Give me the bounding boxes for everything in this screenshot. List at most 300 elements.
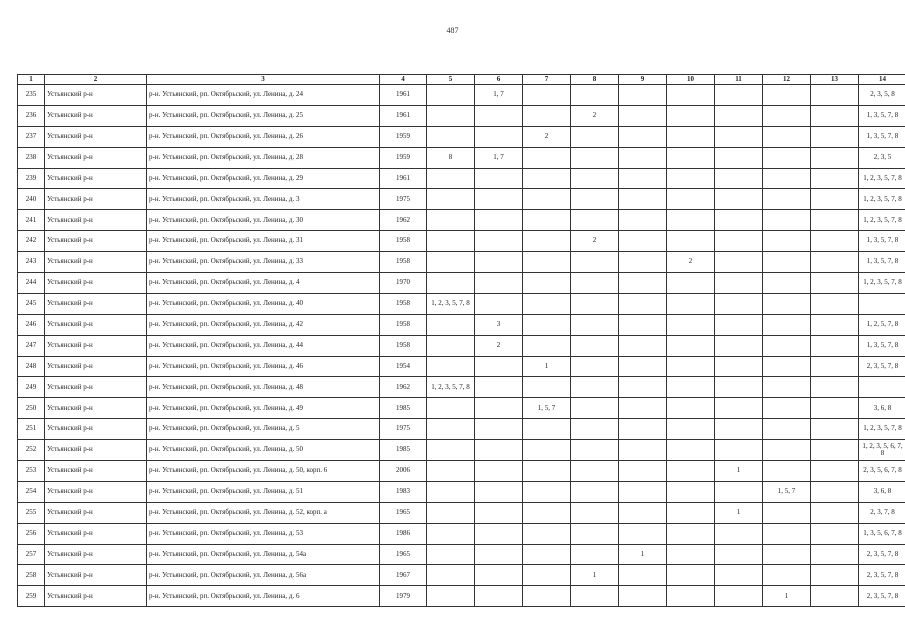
value-cell <box>811 105 859 126</box>
value-cell: 2 <box>667 252 715 273</box>
value-cell <box>571 356 619 377</box>
row-number: 235 <box>18 85 45 106</box>
year-cell: 1985 <box>380 398 427 419</box>
value-cell <box>715 189 763 210</box>
column-header: 6 <box>475 75 523 85</box>
value-cell <box>811 461 859 482</box>
district-cell: Устьянский р-н <box>45 210 147 231</box>
value-cell <box>571 523 619 544</box>
value-cell: 1 <box>571 565 619 586</box>
district-cell: Устьянский р-н <box>45 523 147 544</box>
value-cell <box>763 210 811 231</box>
value-cell: 1 <box>715 461 763 482</box>
value-cell <box>715 335 763 356</box>
value-cell <box>811 544 859 565</box>
address-cell: р-н. Устьянский, рп. Октябрьский, ул. Ленина, д. 4 <box>147 273 380 294</box>
value-cell <box>427 231 475 252</box>
value-cell <box>763 252 811 273</box>
value-cell <box>619 523 667 544</box>
value-cell: 1, 2, 3, 5, 7, 8 <box>859 273 905 294</box>
address-cell: р-н. Устьянский, рп. Октябрьский, ул. Ленина, д. 40 <box>147 293 380 314</box>
value-cell <box>859 293 905 314</box>
year-cell: 1961 <box>380 105 427 126</box>
value-cell <box>475 231 523 252</box>
value-cell <box>667 586 715 607</box>
value-cell <box>619 481 667 502</box>
value-cell <box>619 502 667 523</box>
column-header: 12 <box>763 75 811 85</box>
value-cell <box>667 544 715 565</box>
value-cell <box>715 231 763 252</box>
year-cell: 1983 <box>380 481 427 502</box>
table-row <box>18 523 905 544</box>
district-cell: Устьянский р-н <box>45 314 147 335</box>
table-row <box>18 293 905 314</box>
value-cell <box>571 85 619 106</box>
table-row <box>18 502 905 523</box>
district-cell: Устьянский р-н <box>45 335 147 356</box>
value-cell <box>811 231 859 252</box>
value-cell <box>667 273 715 294</box>
value-cell <box>811 252 859 273</box>
value-cell <box>475 126 523 147</box>
value-cell <box>619 126 667 147</box>
value-cell <box>667 523 715 544</box>
year-cell: 1970 <box>380 273 427 294</box>
district-cell: Устьянский р-н <box>45 502 147 523</box>
address-cell: р-н. Устьянский, рп. Октябрьский, ул. Ленина, д. 44 <box>147 335 380 356</box>
value-cell <box>523 586 571 607</box>
value-cell <box>619 335 667 356</box>
value-cell: 2, 3, 5, 7, 8 <box>859 565 905 586</box>
value-cell: 1 <box>619 544 667 565</box>
value-cell <box>763 147 811 168</box>
value-cell <box>571 377 619 398</box>
value-cell <box>427 481 475 502</box>
value-cell: 1 <box>523 356 571 377</box>
address-cell: р-н. Устьянский, рп. Октябрьский, ул. Ленина, д. 3 <box>147 189 380 210</box>
value-cell <box>763 126 811 147</box>
value-cell <box>475 210 523 231</box>
value-cell <box>667 293 715 314</box>
value-cell <box>859 377 905 398</box>
value-cell: 2, 3, 5, 7, 8 <box>859 586 905 607</box>
district-cell: Устьянский р-н <box>45 189 147 210</box>
value-cell <box>763 314 811 335</box>
value-cell <box>619 419 667 440</box>
table-row <box>18 565 905 586</box>
address-cell: р-н. Устьянский, рп. Октябрьский, ул. Ленина, д. 42 <box>147 314 380 335</box>
value-cell: 1, 3, 5, 7, 8 <box>859 335 905 356</box>
value-cell: 2, 3, 5, 7, 8 <box>859 544 905 565</box>
value-cell <box>523 502 571 523</box>
value-cell <box>475 586 523 607</box>
address-cell: р-н. Устьянский, рп. Октябрьский, ул. Ленина, д. 33 <box>147 252 380 273</box>
row-number: 257 <box>18 544 45 565</box>
value-cell <box>667 231 715 252</box>
value-cell: 1, 3, 5, 7, 8 <box>859 231 905 252</box>
row-number: 249 <box>18 377 45 398</box>
value-cell <box>475 356 523 377</box>
value-cell: 1 <box>715 502 763 523</box>
year-cell: 1965 <box>380 502 427 523</box>
table-row <box>18 126 905 147</box>
district-cell: Устьянский р-н <box>45 147 147 168</box>
value-cell: 1, 2, 3, 5, 7, 8 <box>427 377 475 398</box>
district-cell: Устьянский р-н <box>45 586 147 607</box>
value-cell <box>667 481 715 502</box>
value-cell <box>619 210 667 231</box>
value-cell <box>811 147 859 168</box>
address-cell: р-н. Устьянский, рп. Октябрьский, ул. Ленина, д. 50 <box>147 440 380 461</box>
year-cell: 1958 <box>380 293 427 314</box>
row-number: 241 <box>18 210 45 231</box>
table-row <box>18 356 905 377</box>
column-header: 5 <box>427 75 475 85</box>
district-cell: Устьянский р-н <box>45 273 147 294</box>
value-cell: 1, 2, 3, 5, 7, 8 <box>859 419 905 440</box>
column-header: 9 <box>619 75 667 85</box>
row-number: 245 <box>18 293 45 314</box>
value-cell <box>715 85 763 106</box>
table-row <box>18 419 905 440</box>
year-cell: 1961 <box>380 168 427 189</box>
table-row <box>18 231 905 252</box>
address-cell: р-н. Устьянский, рп. Октябрьский, ул. Ленина, д. 26 <box>147 126 380 147</box>
year-cell: 2006 <box>380 461 427 482</box>
value-cell <box>475 419 523 440</box>
year-cell: 1967 <box>380 565 427 586</box>
table-row <box>18 189 905 210</box>
year-cell: 1961 <box>380 85 427 106</box>
row-number: 239 <box>18 168 45 189</box>
value-cell <box>811 189 859 210</box>
value-cell <box>523 85 571 106</box>
value-cell <box>523 481 571 502</box>
value-cell <box>475 168 523 189</box>
value-cell <box>667 314 715 335</box>
value-cell <box>715 565 763 586</box>
year-cell: 1986 <box>380 523 427 544</box>
value-cell <box>619 314 667 335</box>
value-cell <box>523 419 571 440</box>
table-row <box>18 377 905 398</box>
column-header: 3 <box>147 75 380 85</box>
value-cell <box>571 147 619 168</box>
value-cell <box>571 502 619 523</box>
header-row <box>18 75 905 85</box>
address-cell: р-н. Устьянский, рп. Октябрьский, ул. Ленина, д. 53 <box>147 523 380 544</box>
value-cell <box>475 523 523 544</box>
value-cell <box>427 461 475 482</box>
district-cell: Устьянский р-н <box>45 565 147 586</box>
value-cell <box>619 398 667 419</box>
address-cell: р-н. Устьянский, рп. Октябрьский, ул. Ленина, д. 24 <box>147 85 380 106</box>
value-cell <box>571 314 619 335</box>
row-number: 237 <box>18 126 45 147</box>
value-cell <box>667 565 715 586</box>
value-cell: 2, 3, 5, 8 <box>859 85 905 106</box>
value-cell <box>811 565 859 586</box>
value-cell: 1, 7 <box>475 85 523 106</box>
value-cell <box>667 168 715 189</box>
value-cell <box>763 189 811 210</box>
value-cell <box>763 231 811 252</box>
value-cell <box>763 502 811 523</box>
value-cell: 3 <box>475 314 523 335</box>
value-cell: 2 <box>571 231 619 252</box>
year-cell: 1958 <box>380 252 427 273</box>
value-cell: 2 <box>523 126 571 147</box>
value-cell <box>571 544 619 565</box>
value-cell <box>571 126 619 147</box>
value-cell: 1, 2, 5, 7, 8 <box>859 314 905 335</box>
value-cell <box>619 293 667 314</box>
year-cell: 1975 <box>380 419 427 440</box>
value-cell <box>715 293 763 314</box>
value-cell <box>475 398 523 419</box>
table-row <box>18 398 905 419</box>
address-cell: р-н. Устьянский, рп. Октябрьский, ул. Ленина, д. 56а <box>147 565 380 586</box>
table-row <box>18 273 905 294</box>
value-cell: 2 <box>475 335 523 356</box>
value-cell <box>667 189 715 210</box>
value-cell <box>571 586 619 607</box>
table-row <box>18 314 905 335</box>
value-cell <box>523 461 571 482</box>
value-cell <box>811 85 859 106</box>
value-cell <box>763 398 811 419</box>
value-cell: 1, 2, 3, 5, 7, 8 <box>427 293 475 314</box>
value-cell: 2, 3, 5 <box>859 147 905 168</box>
value-cell <box>763 335 811 356</box>
value-cell <box>475 544 523 565</box>
value-cell <box>475 565 523 586</box>
value-cell <box>427 398 475 419</box>
value-cell <box>667 126 715 147</box>
year-cell: 1962 <box>380 377 427 398</box>
value-cell <box>715 356 763 377</box>
value-cell <box>811 398 859 419</box>
row-number: 259 <box>18 586 45 607</box>
value-cell <box>619 168 667 189</box>
value-cell <box>667 105 715 126</box>
value-cell <box>427 544 475 565</box>
value-cell <box>571 293 619 314</box>
value-cell <box>571 189 619 210</box>
value-cell <box>667 210 715 231</box>
value-cell <box>427 105 475 126</box>
table-row <box>18 481 905 502</box>
value-cell <box>427 252 475 273</box>
value-cell: 1, 2, 3, 5, 6, 7, 8 <box>859 440 905 461</box>
district-cell: Устьянский р-н <box>45 168 147 189</box>
value-cell <box>619 273 667 294</box>
value-cell <box>427 586 475 607</box>
year-cell: 1954 <box>380 356 427 377</box>
column-header: 10 <box>667 75 715 85</box>
value-cell <box>715 523 763 544</box>
value-cell <box>523 293 571 314</box>
row-number: 246 <box>18 314 45 335</box>
table-body <box>18 85 905 607</box>
address-cell: р-н. Устьянский, рп. Октябрьский, ул. Ленина, д. 25 <box>147 105 380 126</box>
row-number: 244 <box>18 273 45 294</box>
value-cell <box>427 523 475 544</box>
value-cell <box>811 314 859 335</box>
value-cell <box>715 105 763 126</box>
value-cell <box>523 544 571 565</box>
table-row <box>18 210 905 231</box>
value-cell <box>667 85 715 106</box>
table-row <box>18 544 905 565</box>
value-cell: 1, 2, 3, 5, 7, 8 <box>859 189 905 210</box>
value-cell <box>763 440 811 461</box>
year-cell: 1985 <box>380 440 427 461</box>
value-cell <box>571 168 619 189</box>
column-header: 7 <box>523 75 571 85</box>
value-cell <box>763 461 811 482</box>
value-cell <box>523 377 571 398</box>
value-cell <box>475 273 523 294</box>
value-cell <box>763 85 811 106</box>
value-cell <box>811 502 859 523</box>
value-cell <box>715 481 763 502</box>
value-cell: 1, 3, 5, 6, 7, 8 <box>859 523 905 544</box>
district-cell: Устьянский р-н <box>45 544 147 565</box>
value-cell <box>523 523 571 544</box>
value-cell <box>667 398 715 419</box>
row-number: 252 <box>18 440 45 461</box>
column-header: 11 <box>715 75 763 85</box>
value-cell <box>763 377 811 398</box>
table-row <box>18 252 905 273</box>
value-cell <box>715 126 763 147</box>
value-cell <box>667 502 715 523</box>
value-cell <box>427 419 475 440</box>
value-cell <box>619 231 667 252</box>
column-header: 4 <box>380 75 427 85</box>
value-cell: 2 <box>571 105 619 126</box>
value-cell <box>475 440 523 461</box>
district-cell: Устьянский р-н <box>45 419 147 440</box>
address-cell: р-н. Устьянский, рп. Октябрьский, ул. Ленина, д. 30 <box>147 210 380 231</box>
value-cell <box>667 377 715 398</box>
row-number: 248 <box>18 356 45 377</box>
address-cell: р-н. Устьянский, рп. Октябрьский, ул. Ленина, д. 46 <box>147 356 380 377</box>
table-row <box>18 105 905 126</box>
value-cell <box>523 440 571 461</box>
value-cell: 1, 5, 7 <box>763 481 811 502</box>
value-cell: 1, 3, 5, 7, 8 <box>859 126 905 147</box>
column-header: 8 <box>571 75 619 85</box>
value-cell: 2, 3, 5, 7, 8 <box>859 356 905 377</box>
value-cell <box>715 273 763 294</box>
row-number: 243 <box>18 252 45 273</box>
row-number: 250 <box>18 398 45 419</box>
year-cell: 1959 <box>380 126 427 147</box>
value-cell <box>523 189 571 210</box>
value-cell <box>523 252 571 273</box>
value-cell <box>763 105 811 126</box>
value-cell <box>715 440 763 461</box>
value-cell <box>667 356 715 377</box>
district-cell: Устьянский р-н <box>45 231 147 252</box>
row-number: 238 <box>18 147 45 168</box>
table-row <box>18 440 905 461</box>
value-cell <box>475 252 523 273</box>
value-cell <box>667 419 715 440</box>
value-cell <box>811 335 859 356</box>
value-cell <box>571 440 619 461</box>
row-number: 240 <box>18 189 45 210</box>
value-cell <box>811 377 859 398</box>
value-cell <box>667 461 715 482</box>
value-cell <box>523 147 571 168</box>
table-row <box>18 168 905 189</box>
value-cell: 1, 7 <box>475 147 523 168</box>
district-cell: Устьянский р-н <box>45 293 147 314</box>
row-number: 253 <box>18 461 45 482</box>
value-cell <box>427 440 475 461</box>
row-number: 254 <box>18 481 45 502</box>
year-cell: 1975 <box>380 189 427 210</box>
district-cell: Устьянский р-н <box>45 377 147 398</box>
value-cell <box>811 523 859 544</box>
value-cell: 8 <box>427 147 475 168</box>
value-cell: 1, 2, 3, 5, 7, 8 <box>859 168 905 189</box>
value-cell <box>523 168 571 189</box>
value-cell <box>571 252 619 273</box>
value-cell: 1, 3, 5, 7, 8 <box>859 252 905 273</box>
value-cell <box>619 461 667 482</box>
district-cell: Устьянский р-н <box>45 461 147 482</box>
value-cell <box>523 273 571 294</box>
value-cell <box>475 502 523 523</box>
value-cell <box>619 189 667 210</box>
value-cell <box>811 481 859 502</box>
value-cell: 2, 3, 7, 8 <box>859 502 905 523</box>
year-cell: 1959 <box>380 147 427 168</box>
year-cell: 1958 <box>380 335 427 356</box>
column-header: 1 <box>18 75 45 85</box>
value-cell <box>667 147 715 168</box>
value-cell <box>571 210 619 231</box>
value-cell <box>811 356 859 377</box>
address-cell: р-н. Устьянский, рп. Октябрьский, ул. Ленина, д. 52, корп. а <box>147 502 380 523</box>
row-number: 256 <box>18 523 45 544</box>
page-number: 487 <box>446 26 459 35</box>
value-cell <box>619 147 667 168</box>
table-row <box>18 335 905 356</box>
table-row <box>18 85 905 106</box>
column-header: 13 <box>811 75 859 85</box>
value-cell <box>763 273 811 294</box>
value-cell <box>811 586 859 607</box>
table-row <box>18 461 905 482</box>
value-cell <box>475 481 523 502</box>
address-cell: р-н. Устьянский, рп. Октябрьский, ул. Ленина, д. 48 <box>147 377 380 398</box>
value-cell <box>763 293 811 314</box>
value-cell <box>427 502 475 523</box>
value-cell <box>763 544 811 565</box>
value-cell <box>523 231 571 252</box>
value-cell <box>427 273 475 294</box>
value-cell <box>715 377 763 398</box>
value-cell <box>811 126 859 147</box>
value-cell <box>427 210 475 231</box>
value-cell <box>571 481 619 502</box>
